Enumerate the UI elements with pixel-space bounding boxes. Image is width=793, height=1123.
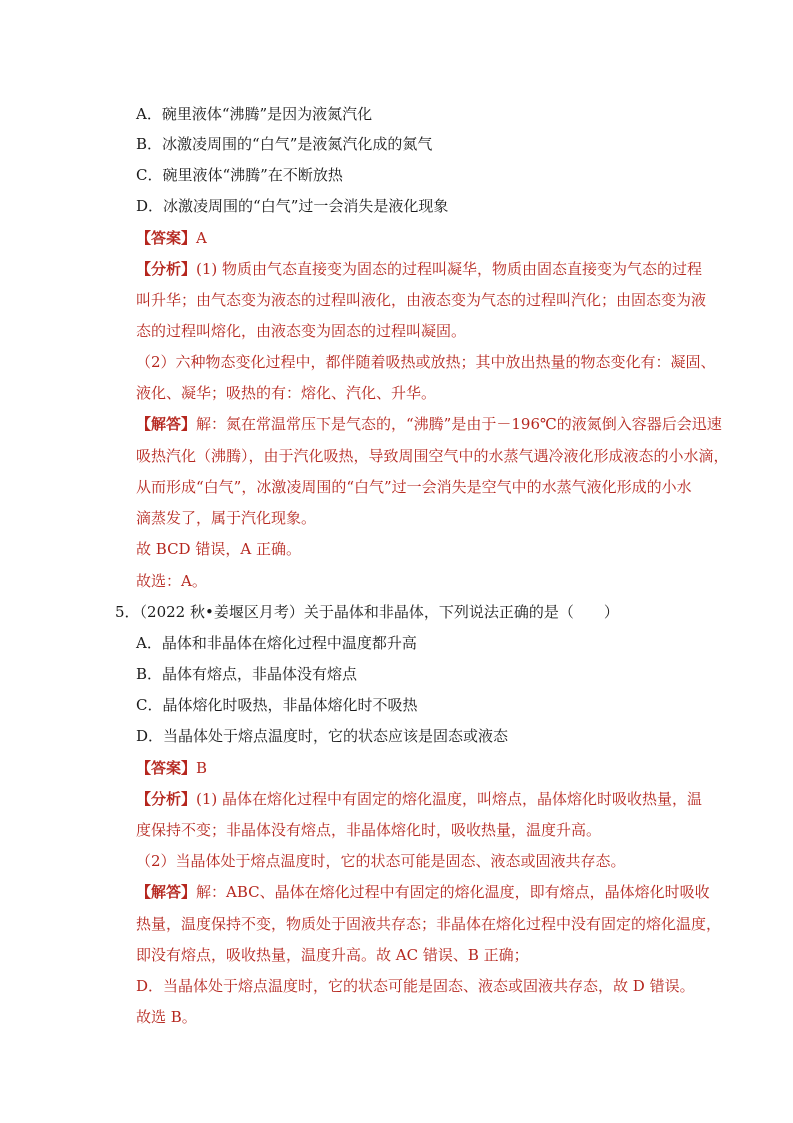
q4-analysis-line: 液化、凝华；吸热的有：熔化、汽化、升华。 [136, 384, 437, 402]
q4-solution-line: 【解答】解：氮在常温常压下是气态的，“沸腾”是由于－196℃的液氮倒入容器后会迅速 [136, 415, 722, 433]
q5-answer [136, 758, 207, 778]
q4-choice: 故选：A。 [136, 572, 207, 590]
q4-solution-line: 从而形成“白气”，冰激凌周围的“白气”过一会消失是空气中的水蒸气液化形成的小水 [136, 478, 692, 496]
q5-choice: 故选 B。 [136, 1008, 197, 1026]
q5-solution-line: 【解答】解：ABC、晶体在熔化过程中有固定的熔化温度，即有熔点，晶体熔化时吸收 [136, 883, 710, 901]
q5-solution-line: 热量，温度保持不变，物质处于固液共存态；非晶体在熔化过程中没有固定的熔化温度， [136, 915, 722, 933]
answer-label: 【答案】 [136, 759, 197, 777]
q4-analysis-line: 叫升华；由气态变为液态的过程叫液化，由液态变为气态的过程叫汽化；由固态变为液 [136, 291, 707, 309]
q5-stem: 5．（2022 秋•姜堰区月考）关于晶体和非晶体，下列说法正确的是（ ） [115, 603, 619, 621]
q5-option-c: C．晶体熔化时吸热，非晶体熔化时不吸热 [136, 696, 418, 714]
q5-analysis-line: 【分析】(1) 晶体在熔化过程中有固定的熔化温度，叫熔点，晶体熔化时吸收热量，温 [136, 790, 703, 808]
q5-option-b: B．晶体有熔点，非晶体没有熔点 [136, 665, 358, 683]
q4-option-d: D．冰激凌周围的“白气”过一会消失是液化现象 [136, 197, 449, 215]
q5-analysis-line: （2）当晶体处于熔点温度时，它的状态可能是固态、液态或固液共存态。 [136, 852, 626, 870]
answer-value: B [196, 759, 208, 777]
q4-answer [136, 228, 207, 248]
q4-option-a: A．碗里液体“沸腾”是因为液氮汽化 [136, 105, 373, 123]
q5-solution-line: D．当晶体处于熔点温度时，它的状态可能是固态、液态或固液共存态，故 D 错误。 [136, 977, 695, 995]
q4-option-c: C．碗里液体“沸腾”在不断放热 [136, 166, 343, 184]
solution-label: 【解答】 [136, 415, 197, 433]
q5-option-a: A．晶体和非晶体在熔化过程中温度都升高 [136, 634, 417, 652]
q4-conclusion: 故 BCD 错误，A 正确。 [136, 540, 301, 558]
analysis-label: 【分析】 [136, 790, 197, 808]
solution-label: 【解答】 [136, 883, 197, 901]
q4-analysis-line: 态的过程叫熔化，由液态变为固态的过程叫凝固。 [136, 322, 467, 340]
q4-solution-line: 滴蒸发了，属于汽化现象。 [136, 509, 317, 527]
q5-option-d: D．当晶体处于熔点温度时，它的状态应该是固态或液态 [136, 727, 509, 745]
answer-label: 【答案】 [136, 229, 197, 247]
q5-solution-line: 即没有熔点，吸收热量，温度升高。故 AC 错误、B 正确； [136, 946, 529, 964]
q4-analysis-line: （2）六种物态变化过程中，都伴随着吸热或放热；其中放出热量的物态变化有：凝固、 [136, 353, 716, 371]
answer-value: A [196, 229, 207, 247]
analysis-label: 【分析】 [136, 260, 197, 278]
q5-analysis-line: 度保持不变；非晶体没有熔点，非晶体熔化时，吸收热量，温度升高。 [136, 821, 602, 839]
q4-option-b: B．冰激凌周围的“白气”是液氮汽化成的氮气 [136, 135, 433, 153]
q4-analysis-line: 【分析】(1) 物质由气态直接变为固态的过程叫凝华，物质由固态直接变为气态的过程 [136, 260, 703, 278]
q4-solution-line: 吸热汽化（沸腾），由于汽化吸热，导致周围空气中的水蒸气遇冷液化形成液态的小水滴， [136, 447, 729, 465]
